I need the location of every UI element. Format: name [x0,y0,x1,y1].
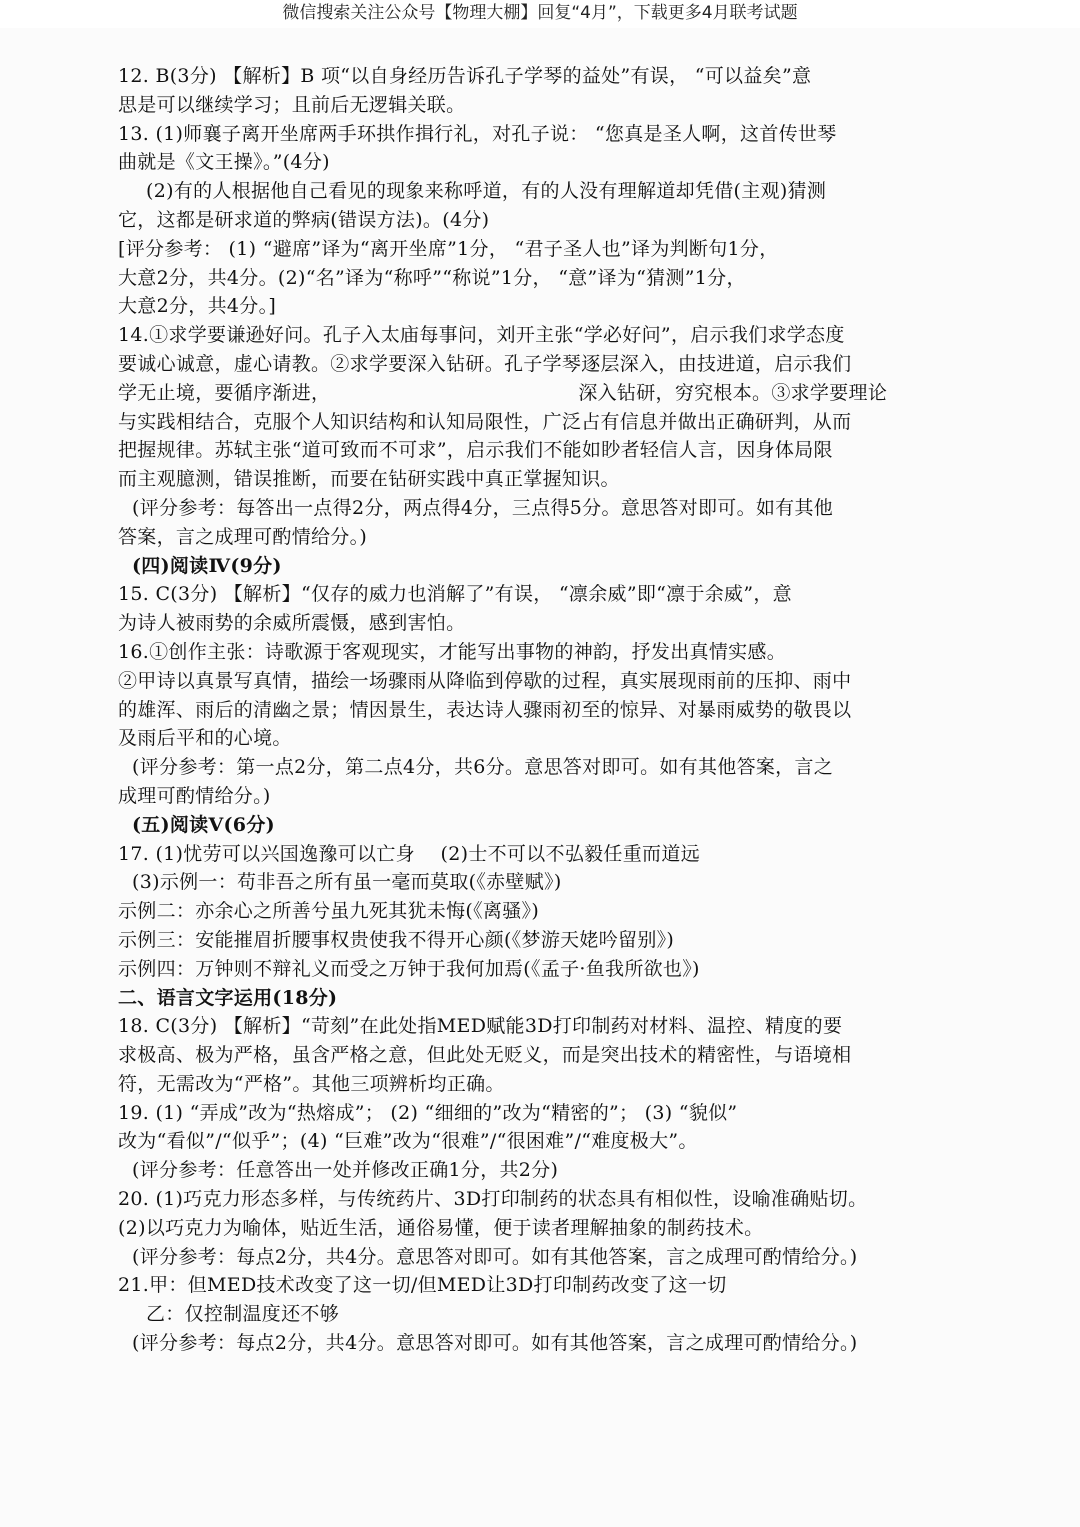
scoring-note: 成理可酌情给分。) [118,784,271,807]
scoring-note: 大意2分，共4分。(2)“名”译为“称呼”“称说”1分， “意”译为“猜测”1分， [118,266,746,289]
text-line: (3)示例一：苟非吾之所有虽一毫而莫取(《赤壁赋》) [132,871,562,894]
text-line: (2)以巧克力为喻体，贴近生活，通俗易懂，便于读者理解抽象的制药技术。 [118,1216,764,1239]
scoring-note: (评分参考：每点2分，共4分。意思答对即可。如有其他答案，言之成理可酌情给分。) [132,1245,858,1268]
text-line: 把握规律。苏轼主张“道可致而不可求”，启示我们不能如眇者轻信人言，因身体局限 [118,439,833,462]
scoring-note: (评分参考：每点2分，共4分。意思答对即可。如有其他答案，言之成理可酌情给分。) [132,1332,858,1355]
text-line: 而主观臆测，错误推断，而要在钻研实践中真正掌握知识。 [118,468,620,491]
text-line: 改为“看似”/“似乎”；(4) “巨难”改为“很难”/“很困难”/“难度极大”。 [118,1130,698,1153]
text-line: 19. (1) “弄成”改为“热熔成”； (2) “细细的”改为“精密的”； (3) “貌似” [118,1101,738,1124]
scoring-note: 答案，言之成理可酌情给分。) [118,525,368,548]
text-line: 及雨后平和的心境。 [118,727,292,750]
answer-content [118,62,948,1358]
text-line: 曲就是《文王操》。”(4分) [118,151,330,174]
text-line: 21.甲：但MED技术改变了这一切/但MED让3D打印制药改变了这一切 [118,1274,727,1297]
text-line: 20. (1)巧克力形态多样，与传统药片、3D打印制药的状态具有相似性，设喻准确贴切。 [118,1188,868,1211]
section-heading: (五)阅读Ⅴ(6分) [132,813,275,836]
text-line: 16.①创作主张：诗歌源于客观现实，才能写出事物的神韵，抒发出真情实感。 [118,640,787,663]
text-segment: 深入钻研，穷究根本。③求学要理论 [578,381,888,404]
scoring-note: 大意2分，共4分。] [118,295,277,318]
text-line: 它，这都是研求道的弊病(错误方法)。(4分) [118,208,490,231]
text-line: 要诚心诚意，虚心请教。②求学要深入钻研。孔子学琴逐层深入，由技进道，启示我们 [118,352,852,375]
scoring-note: (评分参考：第一点2分，第二点4分，共6分。意思答对即可。如有其他答案，言之 [132,756,834,779]
scoring-note: [评分参考： (1) “避席”译为“离开坐席”1分， “君子圣人也”译为判断句1分， [118,237,779,260]
text-line: 18. C(3分) 【解析】“苛刻”在此处指MED赋能3D打印制药对材料、温控、精度的要 [118,1015,843,1038]
text-line: 示例四：万钟则不辩礼义而受之万钟于我何加焉(《孟子·鱼我所欲也》) [118,957,700,980]
section-heading: 二、语言文字运用(18分) [118,986,338,1009]
text-line: 求极高、极为严格，虽含严格之意，但此处无贬义，而是突出技术的精密性，与语境相 [118,1044,852,1067]
scoring-note: (评分参考：任意答出一处并修改正确1分，共2分) [132,1159,559,1182]
text-line: 为诗人被雨势的余威所震慑，感到害怕。 [118,612,466,635]
text-line: 15. C(3分) 【解析】“仅存的威力也消解了”有误， “凛余威”即“凛于余威”，意 [118,583,792,606]
text-line: 的雄浑、雨后的清幽之景；情因景生，表达诗人骤雨初至的惊异、对暴雨威势的敬畏以 [118,698,852,721]
scoring-note: (评分参考：每答出一点得2分，两点得4分，三点得5分。意思答对即可。如有其他 [132,496,834,519]
top-banner: 微信搜索关注公众号【物理大棚】回复“4月”，下载更多4月联考试题 [0,0,1080,28]
text-line [118,379,948,408]
text-line: 与实践相结合，克服个人知识结构和认知局限性，广泛占有信息并做出正确研判，从而 [118,410,852,433]
text-line: 示例三：安能摧眉折腰事权贵使我不得开心颜(《梦游天姥吟留别》) [118,928,675,951]
section-heading: (四)阅读Ⅳ(9分) [132,554,282,577]
text-line: 思是可以继续学习；且前后无逻辑关联。 [118,93,466,116]
text-line: 乙：仅控制温度还不够 [146,1303,340,1326]
text-line: 17. (1)忧劳可以兴国逸豫可以亡身 (2)士不可以不弘毅任重而道远 [118,842,700,865]
text-line: (2)有的人根据他自己看见的现象来称呼道，有的人没有理解道却凭借(主观)猜测 [146,180,827,203]
text-line: 14.①求学要谦逊好问。孔子入太庙每事问，刘开主张“学必好问”，启示我们求学态度 [118,324,845,347]
text-segment: 学无止境，要循序渐进， [118,381,331,404]
text-line: 符，无需改为“严格”。其他三项辨析均正确。 [118,1072,505,1095]
text-line: ②甲诗以真景写真情，描绘一场骤雨从降临到停歇的过程，真实展现雨前的压抑、雨中 [118,669,852,692]
text-line: 12. B(3分) 【解析】B 项“以自身经历告诉孔子学琴的益处”有误， “可以益矣”意 [118,65,812,87]
text-line: 示例二：亦余心之所善兮虽九死其犹未悔(《离骚》) [118,900,540,923]
text-line: 13. (1)师襄子离开坐席两手环拱作揖行礼，对孔子说： “您真是圣人啊，这首传世琴 [118,122,837,145]
